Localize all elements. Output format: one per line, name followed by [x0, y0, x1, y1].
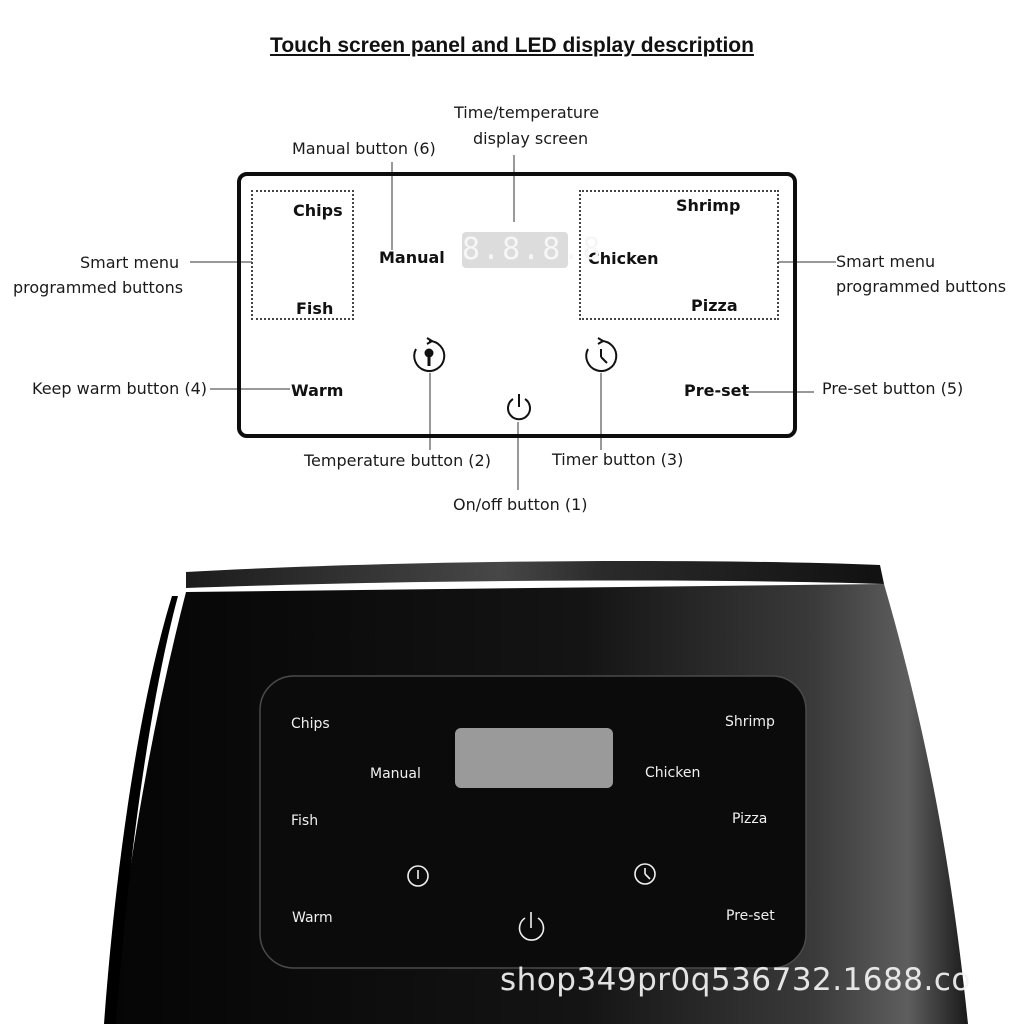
- fryer-preset-label[interactable]: Pre-set: [726, 908, 775, 924]
- callout-temperature: Temperature button (2): [304, 451, 491, 470]
- manual-button[interactable]: Manual: [379, 248, 445, 267]
- fryer-display-screen: [455, 728, 613, 788]
- callout-smart-right-line1: Smart menu: [836, 252, 936, 271]
- callout-smart-left-line1: Smart menu: [80, 253, 180, 272]
- callout-onoff: On/off button (1): [453, 495, 588, 514]
- chips-button[interactable]: Chips: [293, 201, 343, 220]
- callout-smart-left-line2: programmed buttons: [13, 278, 184, 297]
- power-icon[interactable]: [504, 391, 534, 423]
- callout-display-line2: display screen: [473, 129, 589, 148]
- callout-timer: Timer button (3): [552, 450, 684, 469]
- callout-preset: Pre-set button (5): [822, 379, 964, 398]
- fish-button[interactable]: Fish: [296, 299, 334, 318]
- fryer-chicken-label[interactable]: Chicken: [645, 765, 701, 781]
- preset-button[interactable]: Pre-set: [684, 381, 750, 400]
- callout-smart-right-line2: programmed buttons: [836, 277, 1007, 296]
- fryer-fish-label[interactable]: Fish: [291, 813, 319, 829]
- led-digits: 8.8.8.8: [462, 232, 603, 267]
- fryer-shrimp-label[interactable]: Shrimp: [725, 714, 775, 730]
- callout-manual: Manual button (6): [292, 139, 436, 158]
- led-display: [462, 232, 603, 268]
- warm-button[interactable]: Warm: [291, 381, 344, 400]
- fryer-manual-label[interactable]: Manual: [370, 766, 421, 782]
- callout-keep-warm: Keep warm button (4): [32, 379, 208, 398]
- fryer-warm-label[interactable]: Warm: [292, 910, 333, 926]
- fryer-chips-label[interactable]: Chips: [291, 716, 330, 732]
- callout-display-line1: Time/temperature: [454, 103, 600, 122]
- pizza-button[interactable]: Pizza: [691, 296, 738, 315]
- shrimp-button[interactable]: Shrimp: [676, 196, 741, 215]
- fryer-pizza-label[interactable]: Pizza: [732, 811, 768, 827]
- page-title: Touch screen panel and LED display description: [270, 34, 754, 57]
- chicken-button[interactable]: Chicken: [588, 249, 659, 268]
- timer-icon[interactable]: [582, 337, 620, 375]
- temperature-icon[interactable]: [410, 337, 448, 375]
- watermark: shop349pr0q536732.1688.co: [500, 962, 971, 998]
